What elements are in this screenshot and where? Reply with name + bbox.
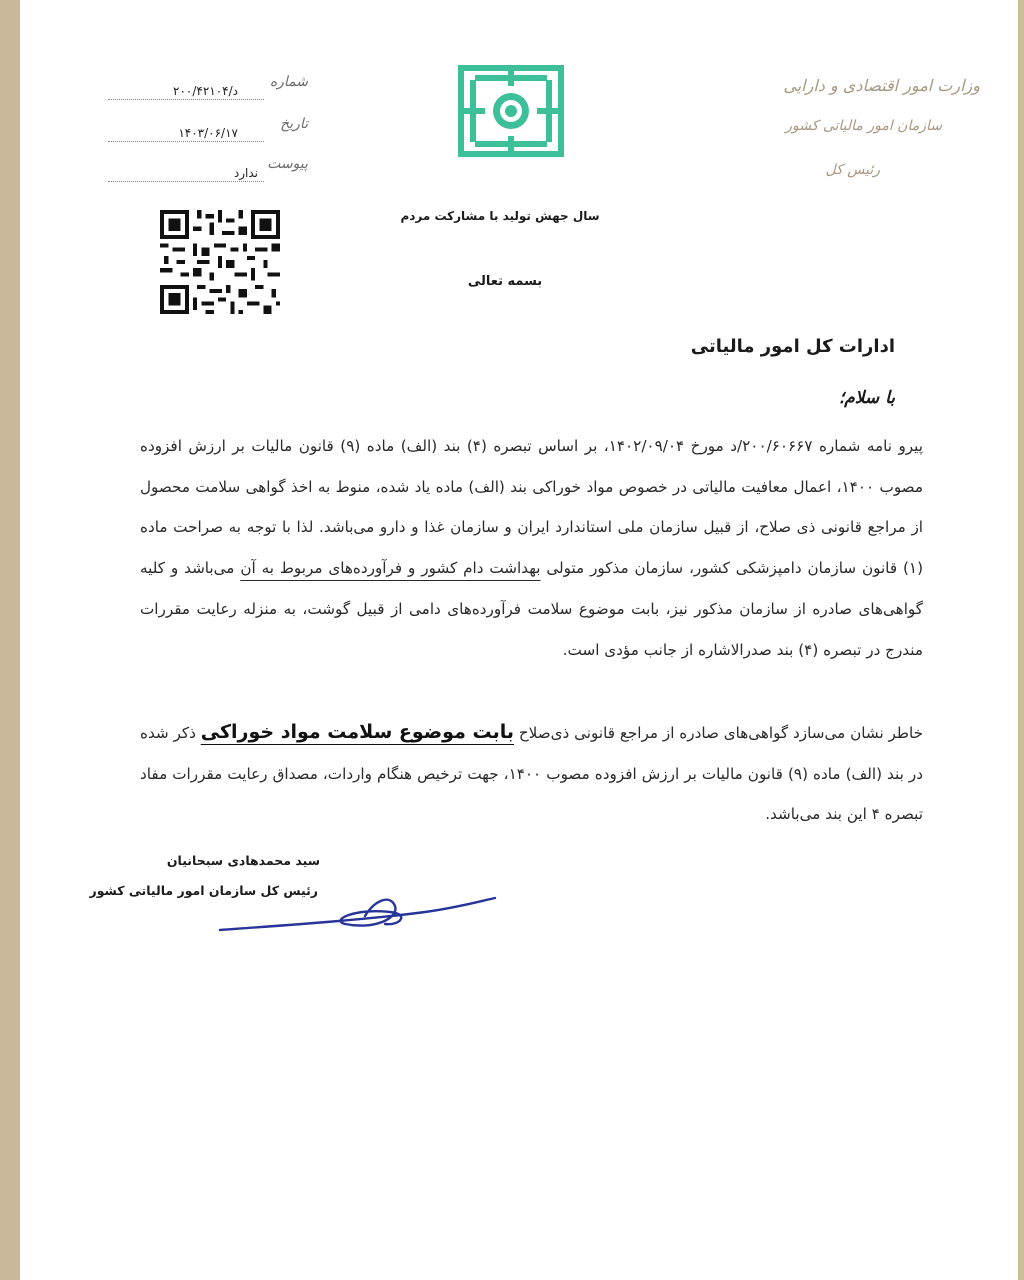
attachment-value: ندارد [233, 166, 258, 180]
date-value: ۱۴۰۳/۰۶/۱۷ [178, 126, 238, 140]
paragraph-2-text: خاطر نشان می‌سازد گواهی‌های صادره از مراجع قانونی ذی‌صلاح [518, 724, 924, 742]
organization-name: سازمان امور مالیاتی کشور [785, 118, 942, 134]
paragraph-2-text-end: ذکر شده در بند (الف) ماده (۹) قانون مالیات بر ارزش افزوده مصوب ۱۴۰۰، جهت ترخیص هنگام واردات، مصداق رعایت مقررات مفاد تبصره ۴ این بند می‌باشد. [140, 724, 923, 824]
signatory-name: سید محمدهادی سبحانیان [166, 853, 320, 868]
tax-organization-emblem-icon [457, 64, 565, 158]
handwritten-signature-icon [215, 880, 505, 940]
salutation: با سلام؛ [838, 388, 895, 408]
ministry-name: وزارت امور اقتصادی و دارایی [783, 76, 980, 95]
bismillah-heading: بسمه تعالی [467, 274, 543, 289]
letter-number-row [108, 74, 308, 104]
paragraph-1-text: پیرو نامه شماره ۲۰۰/۶۰۶۶۷/د مورخ ۱۴۰۲/۰۹/۰۴، بر اساس تبصره (۴) بند (الف) ماده (۹) قانون مالیات بر ارزش افزوده مصوب ۱۴۰۰، اعمال معافیت مالیاتی در خصوص مواد خوراکی بند (الف) ماده یاد شده، منوط به اخذ گواهی سلامت محصول از مراجع قانونی ذی صلاح، از قبیل سازمان ملی استاندارد ایران و سازمان غذا و دارو می‌باشد. لذا با توجه به صراحت ماده (۱) قانون سازمان دامپزشکی کشور، سازمان مذکور متولی [140, 437, 923, 578]
number-label: شماره [269, 74, 308, 90]
head-title: رئیس کل [825, 162, 880, 178]
letter-page [20, 0, 1018, 1280]
number-value: ۲۰۰/۴۲۱۰۴/د [173, 84, 238, 98]
paragraph-1 [140, 426, 923, 670]
paragraph-1-underlined: بهداشت دام کشور و فرآورده‌های مربوط به آن [240, 559, 541, 578]
letter-date-row [108, 116, 308, 146]
right-border-strip [1018, 0, 1024, 1280]
date-label: تاریخ [280, 116, 308, 132]
paragraph-2 [140, 712, 923, 835]
signatory-title: رئیس کل سازمان امور مالیاتی کشور [89, 883, 318, 898]
year-slogan: سال جهش تولید با مشارکت مردم [400, 209, 600, 223]
paragraph-2-emphasis: بابت موضوع سلامت مواد خوراکی [200, 721, 514, 743]
ministry-letterhead [760, 70, 980, 190]
qr-code-icon [160, 210, 280, 314]
addressee: ادارات کل امور مالیاتی [690, 336, 895, 357]
left-border-strip [0, 0, 20, 1280]
paragraph-1-text-end: می‌باشد و کلیه گواهی‌های صادره از سازمان مذکور نیز، بابت موضوع سلامت فرآورده‌های دامی از قبیل گوشت، به منزله رعایت مقررات مندرج در تبصره (۴) بند صدرالاشاره از جانب مؤدی است. [140, 559, 923, 659]
letter-attachment-row [108, 156, 308, 186]
attachment-label: پیوست [267, 156, 308, 172]
